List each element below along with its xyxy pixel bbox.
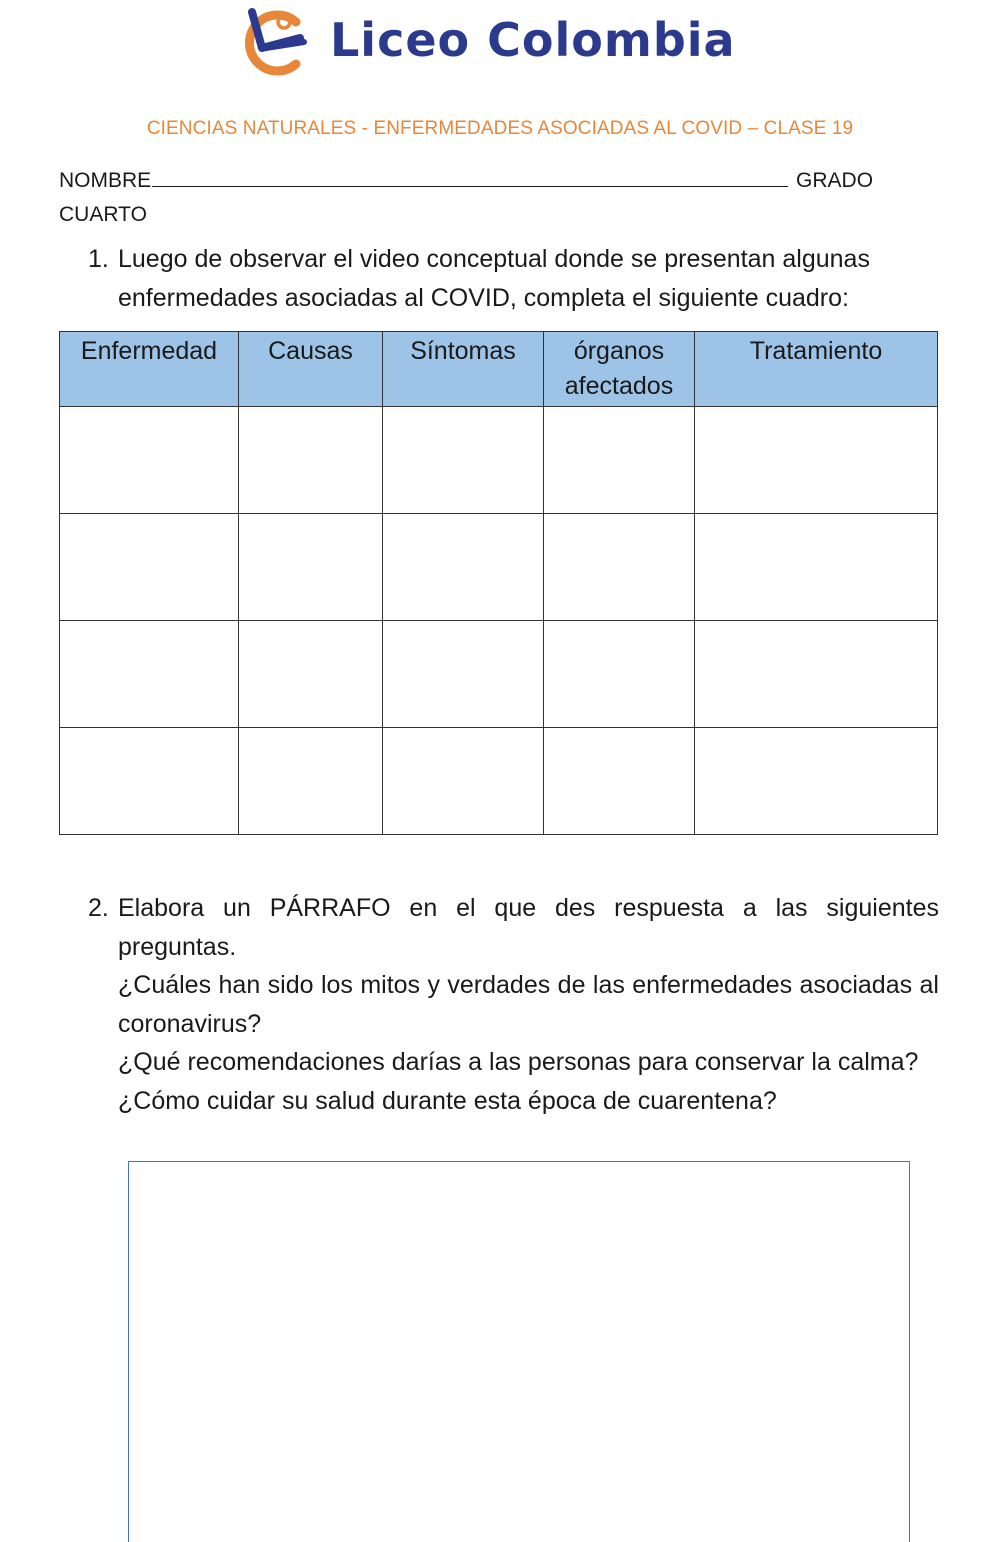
question-2-prompt: ¿Cuáles han sido los mitos y verdades de las enfermedades asociadas al coronavirus? (118, 971, 939, 1038)
table-cell[interactable] (383, 407, 544, 514)
question-2-prompt: ¿Qué recomendaciones darías a las personas para conservar la calma? (118, 1048, 919, 1076)
question-2-prompt: ¿Cómo cuidar su salud durante esta época de cuarentena? (118, 1086, 777, 1115)
question-2-intro: Elabora un PÁRRAFO en el que des respuesta a las siguientes preguntas. (118, 894, 939, 961)
grade-label: GRADO (796, 169, 874, 192)
table-cell[interactable] (695, 514, 938, 621)
question-2 (88, 889, 939, 1120)
table-cell[interactable] (60, 514, 239, 621)
table-cell[interactable] (383, 514, 544, 621)
disease-table (59, 331, 938, 835)
table-cell[interactable] (60, 728, 239, 835)
logo-mark-icon (238, 4, 328, 80)
table-cell[interactable] (695, 728, 938, 835)
logo-wordmark: Liceo Colombia (330, 13, 736, 67)
header-tratamiento: Tratamiento (695, 332, 938, 407)
subject-title: CIENCIAS NATURALES - ENFERMEDADES ASOCIADAS AL COVID – CLASE 19 (146, 118, 854, 139)
header-enfermedad: Enfermedad (60, 332, 239, 407)
header-organos: órganos afectados (544, 332, 695, 407)
table-cell[interactable] (695, 621, 938, 728)
table-cell[interactable] (60, 621, 239, 728)
table-cell[interactable] (60, 407, 239, 514)
name-label: NOMBRE (59, 169, 152, 192)
table-cell[interactable] (544, 407, 695, 514)
question-2-number: 2. (88, 894, 109, 922)
table-cell[interactable] (695, 407, 938, 514)
table-row (60, 728, 938, 835)
question-1 (88, 240, 938, 318)
table-cell[interactable] (544, 621, 695, 728)
table-cell[interactable] (544, 728, 695, 835)
table-cell[interactable] (383, 621, 544, 728)
table-header-row (60, 332, 938, 407)
table-cell[interactable] (383, 728, 544, 835)
header-causas: Causas (239, 332, 383, 407)
table-cell[interactable] (239, 621, 383, 728)
question-1-number: 1. (88, 245, 109, 273)
table-row (60, 407, 938, 514)
answer-box[interactable] (128, 1161, 910, 1542)
student-info (59, 164, 939, 232)
table-cell[interactable] (544, 514, 695, 621)
school-logo (238, 4, 758, 80)
grade-value: CUARTO (59, 203, 147, 226)
table-cell[interactable] (239, 514, 383, 621)
table-row (60, 514, 938, 621)
table-row (60, 621, 938, 728)
question-1-text: Luego de observar el video conceptual donde se presentan algunas enfermedades asociadas al COVID, completa el siguiente cuadro: (118, 245, 870, 312)
header-sintomas: Síntomas (383, 332, 544, 407)
name-blank[interactable] (152, 166, 788, 187)
table-cell[interactable] (239, 728, 383, 835)
table-cell[interactable] (239, 407, 383, 514)
